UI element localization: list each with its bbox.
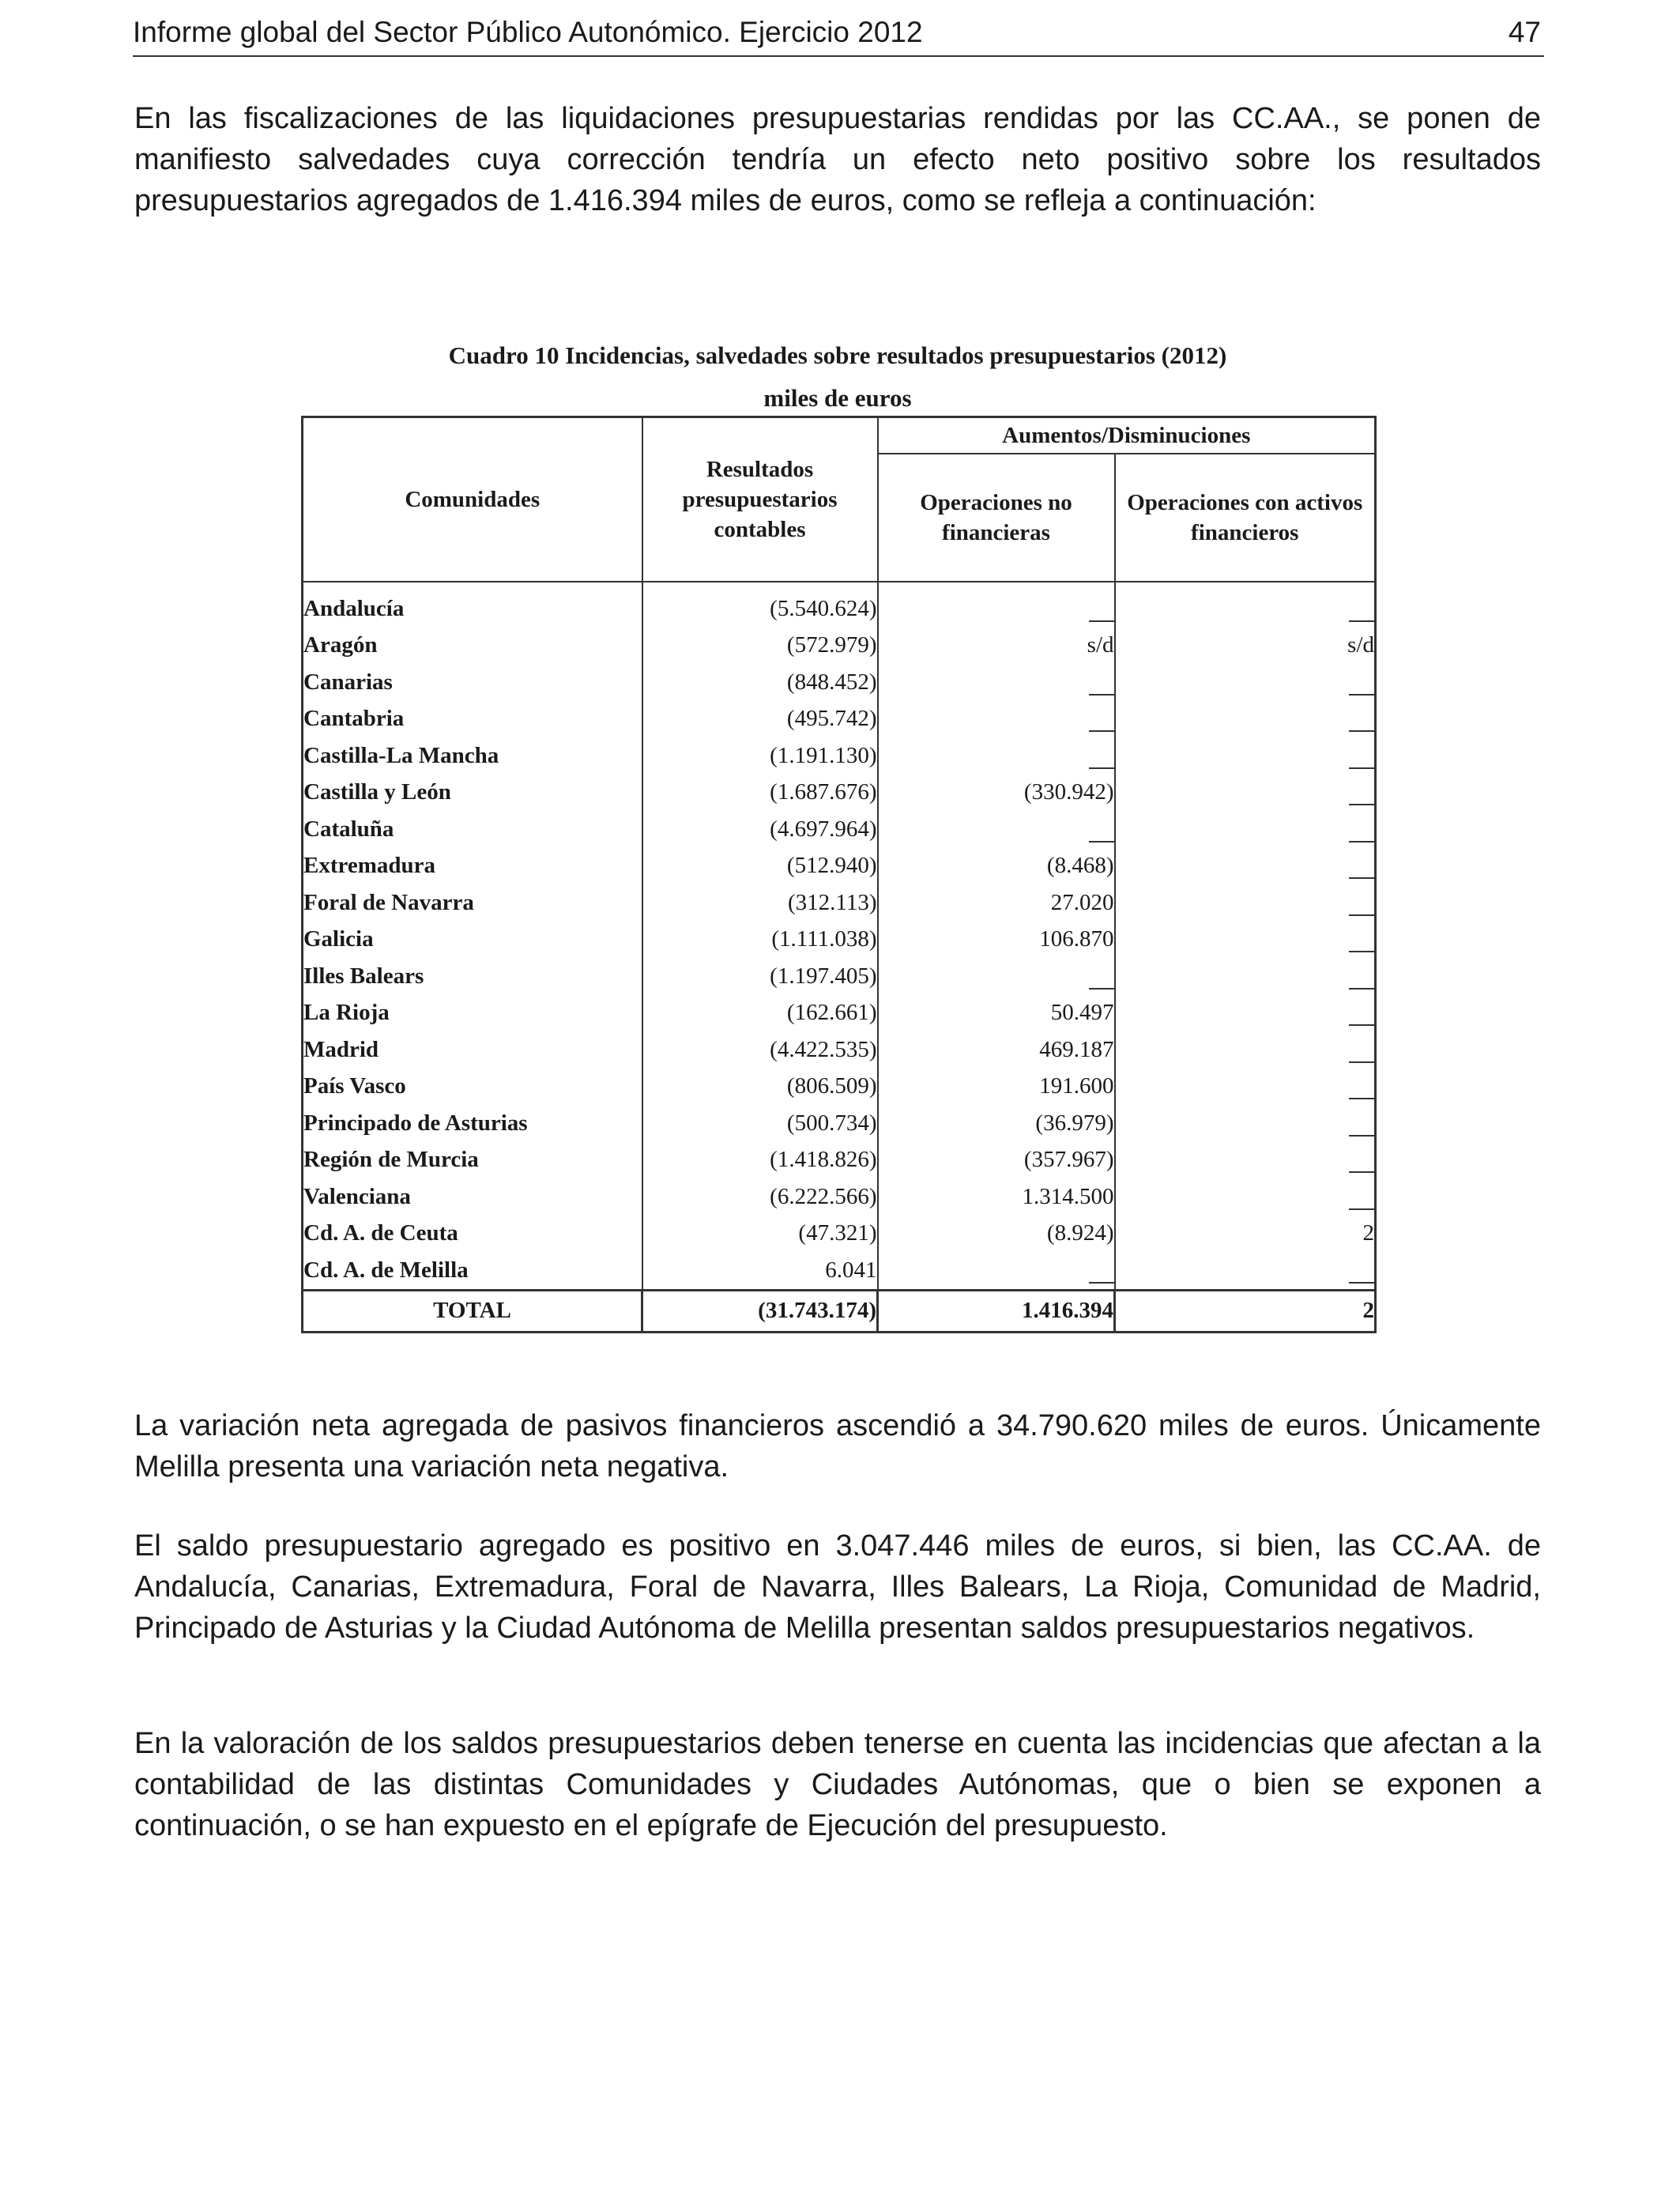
table-row bbox=[303, 848, 1376, 885]
cell-activos-financieros bbox=[1115, 811, 1376, 848]
cell-resultados: (500.734) bbox=[642, 1105, 878, 1142]
total-row bbox=[303, 1290, 1376, 1332]
cell-resultados: (1.418.826) bbox=[642, 1142, 878, 1179]
dash-mark bbox=[1349, 897, 1374, 916]
header-operaciones-no-financieras: Operaciones no financieras bbox=[878, 454, 1115, 582]
cell-resultados: 6.041 bbox=[642, 1252, 878, 1290]
cell-comunidad: Madrid bbox=[303, 1031, 642, 1069]
dash-mark bbox=[1089, 824, 1114, 843]
page-number: 47 bbox=[1508, 16, 1541, 48]
cell-comunidad: Galicia bbox=[303, 922, 642, 959]
cell-comunidad: Cantabria bbox=[303, 701, 642, 738]
cell-comunidad: Foral de Navarra bbox=[303, 884, 642, 922]
cell-activos-financieros bbox=[1115, 664, 1376, 701]
cell-activos-financieros bbox=[1115, 1031, 1376, 1069]
cell-activos-financieros bbox=[1115, 1105, 1376, 1142]
cell-comunidad: Extremadura bbox=[303, 848, 642, 885]
cell-resultados: (4.697.964) bbox=[642, 811, 878, 848]
table-row bbox=[303, 1031, 1376, 1069]
cell-activos-financieros bbox=[1115, 737, 1376, 775]
table-row bbox=[303, 884, 1376, 922]
total-no-financieras: 1.416.394 bbox=[878, 1290, 1115, 1332]
cell-comunidad: La Rioja bbox=[303, 995, 642, 1032]
table-body bbox=[303, 582, 1376, 1290]
cell-resultados: (4.422.535) bbox=[642, 1031, 878, 1069]
dash-mark bbox=[1349, 933, 1374, 952]
page-header bbox=[133, 14, 1544, 57]
total-label: TOTAL bbox=[303, 1290, 642, 1332]
cell-comunidad: Aragón bbox=[303, 628, 642, 665]
table-row bbox=[303, 701, 1376, 738]
cell-activos-financieros bbox=[1115, 1142, 1376, 1179]
table-row bbox=[303, 582, 1376, 628]
dash-mark bbox=[1349, 824, 1374, 843]
cell-no-financieras: (357.967) bbox=[878, 1142, 1115, 1179]
cell-comunidad: Andalucía bbox=[303, 582, 642, 628]
dash-mark bbox=[1089, 971, 1114, 990]
dash-mark bbox=[1349, 971, 1374, 990]
total-activos-financieros: 2 bbox=[1115, 1290, 1376, 1332]
table-row bbox=[303, 995, 1376, 1032]
cell-resultados: (806.509) bbox=[642, 1069, 878, 1106]
header-aumentos-disminuciones: Aumentos/Disminuciones bbox=[878, 417, 1376, 454]
cell-no-financieras bbox=[878, 1252, 1115, 1290]
dash-mark bbox=[1089, 750, 1114, 769]
table-row bbox=[303, 958, 1376, 995]
table-row bbox=[303, 1216, 1376, 1253]
dash-mark bbox=[1349, 786, 1374, 805]
cell-activos-financieros bbox=[1115, 582, 1376, 628]
valoracion-paragraph: En la valoración de los saldos presupuestarios deben tenerse en cuenta las incidencias que afectan a la contabilidad de las distintas Comunidades y Ciudades Autónomas, que o bien se exponen a continuación, o se han expuesto en el epígrafe de Ejecución del presupuesto. bbox=[134, 1727, 1541, 1842]
cell-resultados: (1.191.130) bbox=[642, 737, 878, 775]
cell-comunidad: Región de Murcia bbox=[303, 1142, 642, 1179]
cell-comunidad: Illes Balears bbox=[303, 958, 642, 995]
cell-activos-financieros bbox=[1115, 848, 1376, 885]
cell-no-financieras: 27.020 bbox=[878, 884, 1115, 922]
cell-resultados: (512.940) bbox=[642, 848, 878, 885]
dash-mark bbox=[1349, 1080, 1374, 1099]
dash-mark bbox=[1349, 1154, 1374, 1173]
cell-no-financieras bbox=[878, 582, 1115, 628]
cell-resultados: (47.321) bbox=[642, 1216, 878, 1253]
total-resultados: (31.743.174) bbox=[642, 1290, 878, 1332]
dash-mark bbox=[1349, 860, 1374, 879]
cell-resultados: (5.540.624) bbox=[642, 582, 878, 628]
cell-no-financieras: 50.497 bbox=[878, 995, 1115, 1032]
cell-resultados: (1.111.038) bbox=[642, 922, 878, 959]
cell-comunidad: Principado de Asturias bbox=[303, 1105, 642, 1142]
table-row bbox=[303, 922, 1376, 959]
table-row bbox=[303, 737, 1376, 775]
saldo-paragraph: El saldo presupuestario agregado es positivo en 3.047.446 miles de euros, si bien, las CC.AA. de Andalucía, Canarias, Extremadura, Foral de Navarra, Illes Balears, La Rioja, Comunidad de Madrid, Principado de Asturias y la Ciudad Autónoma de Melilla presentan saldos presupuestarios negativos. bbox=[134, 1529, 1541, 1645]
table-row bbox=[303, 811, 1376, 848]
cell-activos-financieros: s/d bbox=[1115, 628, 1376, 665]
cell-resultados: (848.452) bbox=[642, 664, 878, 701]
cell-no-financieras bbox=[878, 737, 1115, 775]
cell-activos-financieros bbox=[1115, 775, 1376, 812]
cell-comunidad: Castilla y León bbox=[303, 775, 642, 812]
cell-activos-financieros bbox=[1115, 922, 1376, 959]
table-row bbox=[303, 628, 1376, 665]
cell-activos-financieros bbox=[1115, 958, 1376, 995]
cell-comunidad: Castilla-La Mancha bbox=[303, 737, 642, 775]
cell-activos-financieros bbox=[1115, 884, 1376, 922]
cell-activos-financieros: 2 bbox=[1115, 1216, 1376, 1253]
dash-mark bbox=[1349, 750, 1374, 769]
cell-resultados: (162.661) bbox=[642, 995, 878, 1032]
cell-no-financieras: 106.870 bbox=[878, 922, 1115, 959]
dash-mark bbox=[1349, 713, 1374, 732]
pasivos-paragraph: La variación neta agregada de pasivos financieros ascendió a 34.790.620 miles de euros. Únicamente Melilla presenta una variación neta negativa. bbox=[134, 1409, 1541, 1483]
dash-mark bbox=[1089, 713, 1114, 732]
cell-activos-financieros bbox=[1115, 701, 1376, 738]
cell-comunidad: Cd. A. de Melilla bbox=[303, 1252, 642, 1290]
cell-resultados: (1.197.405) bbox=[642, 958, 878, 995]
incidencias-table bbox=[301, 416, 1377, 1333]
cell-resultados: (1.687.676) bbox=[642, 775, 878, 812]
cell-activos-financieros bbox=[1115, 1178, 1376, 1216]
cell-activos-financieros bbox=[1115, 995, 1376, 1032]
header-operaciones-activos-financieros: Operaciones con activos financieros bbox=[1115, 454, 1376, 582]
cell-no-financieras bbox=[878, 811, 1115, 848]
cell-activos-financieros bbox=[1115, 1069, 1376, 1106]
cell-comunidad: Valenciana bbox=[303, 1178, 642, 1216]
cell-comunidad: Cd. A. de Ceuta bbox=[303, 1216, 642, 1253]
table-row bbox=[303, 775, 1376, 812]
header-resultados: Resultados presupuestarios contables bbox=[642, 417, 878, 582]
dash-mark bbox=[1349, 677, 1374, 696]
cell-resultados: (312.113) bbox=[642, 884, 878, 922]
dash-mark bbox=[1349, 1118, 1374, 1137]
dash-mark bbox=[1089, 677, 1114, 696]
dash-mark bbox=[1089, 603, 1114, 622]
cell-no-financieras: (8.468) bbox=[878, 848, 1115, 885]
table-title: Cuadro 10 Incidencias, salvedades sobre resultados presupuestarios (2012) bbox=[448, 341, 1227, 369]
dash-mark bbox=[1349, 1044, 1374, 1063]
dash-mark bbox=[1349, 1265, 1374, 1284]
cell-no-financieras: 469.187 bbox=[878, 1031, 1115, 1069]
cell-no-financieras: (8.924) bbox=[878, 1216, 1115, 1253]
cell-no-financieras bbox=[878, 664, 1115, 701]
dash-mark bbox=[1349, 1007, 1374, 1026]
cell-resultados: (495.742) bbox=[642, 701, 878, 738]
dash-mark bbox=[1089, 1265, 1114, 1284]
running-title: Informe global del Sector Público Autonómico. Ejercicio 2012 bbox=[133, 16, 923, 48]
table-row bbox=[303, 664, 1376, 701]
cell-comunidad: Canarias bbox=[303, 664, 642, 701]
cell-no-financieras: (36.979) bbox=[878, 1105, 1115, 1142]
table-row bbox=[303, 1178, 1376, 1216]
table-row bbox=[303, 1105, 1376, 1142]
intro-paragraph: En las fiscalizaciones de las liquidaciones presupuestarias rendidas por las CC.AA., se ponen de manifiesto salvedades cuya corrección tendría un efecto neto positivo sobre los resultados presupuestarios agregados de 1.416.394 miles de euros, como se refleja a continuación: bbox=[134, 102, 1541, 217]
dash-mark bbox=[1349, 1191, 1374, 1210]
cell-comunidad: País Vasco bbox=[303, 1069, 642, 1106]
cell-no-financieras: (330.942) bbox=[878, 775, 1115, 812]
table-row bbox=[303, 1142, 1376, 1179]
cell-comunidad: Cataluña bbox=[303, 811, 642, 848]
cell-no-financieras bbox=[878, 701, 1115, 738]
dash-mark bbox=[1349, 603, 1374, 622]
cell-no-financieras: 191.600 bbox=[878, 1069, 1115, 1106]
cell-no-financieras: s/d bbox=[878, 628, 1115, 665]
header-comunidades: Comunidades bbox=[303, 417, 642, 582]
cell-no-financieras bbox=[878, 958, 1115, 995]
cell-no-financieras: 1.314.500 bbox=[878, 1178, 1115, 1216]
table-row bbox=[303, 1252, 1376, 1290]
cell-activos-financieros bbox=[1115, 1252, 1376, 1290]
table-row bbox=[303, 1069, 1376, 1106]
table-units: miles de euros bbox=[763, 384, 912, 412]
cell-resultados: (572.979) bbox=[642, 628, 878, 665]
cell-resultados: (6.222.566) bbox=[642, 1178, 878, 1216]
